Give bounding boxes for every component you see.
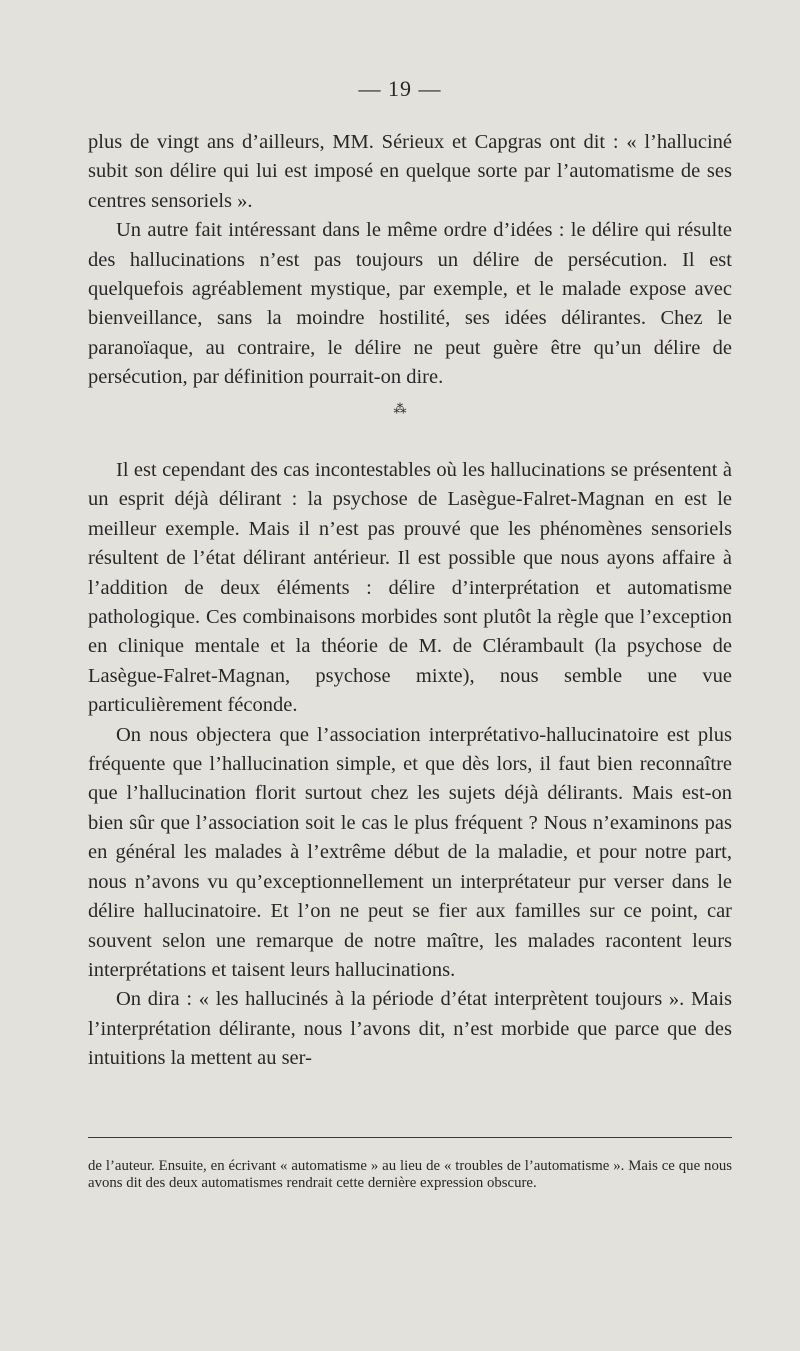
body-text-section-1 — [88, 128, 732, 393]
body-text-section-2 — [88, 456, 732, 1074]
page-number: — 19 — — [358, 76, 442, 101]
footnote-text: de l’auteur. Ensuite, en écrivant « automatisme » au lieu de « troubles de l’automatisme ». Mais ce que nous avons dit des deux automatismes rendrait cette dernière expression obscure. — [88, 1158, 732, 1191]
footnote-divider — [88, 1137, 732, 1138]
paragraph: On nous objectera que l’association interprétativo-hallucinatoire est plus fréquente que l’hallucination simple, et que dès lors, il faut bien reconnaître que l’hallucination florit surtout chez les sujets déjà délirants. Mais est-on bien sûr que l’association soit le cas le plus fréquent ? Nous n’examinons pas en général les malades à l’extrême début de la maladie, et pour notre part, nous n’avons vu qu’exceptionnellement un interprétateur pur verser dans le délire hallucinatoire. Et l’on ne peut se fier aux familles sur ce point, car souvent selon une remarque de notre maître, les malades racontent leurs interprétations et taisent leurs hallucinations. — [88, 723, 732, 981]
footnote — [88, 1158, 732, 1192]
paragraph: Un autre fait intéressant dans le même ordre d’idées : le délire qui résulte des hallucinations n’est pas toujours un délire de persécution. Il est quelquefois agréablement mystique, par exemple, et le malade expose avec bienveillance, sans la moindre hostilité, ses idées délirantes. Chez le paranoïaque, au contraire, le délire ne peut guère être qu’un délire de persécution, par définition pourrait-on dire. — [88, 219, 732, 389]
paragraph: plus de vingt ans d’ailleurs, MM. Sérieux et Capgras ont dit : « l’halluciné subit son délire qui lui est imposé en quelque sorte par l’automatisme de ses centres sensoriels ». — [88, 131, 732, 212]
paragraph: Il est cependant des cas incontestables où les hallucinations se présentent à un esprit déjà délirant : la psychose de Lasègue-Falret-Magnan en est le meilleur exemple. Mais il n’est pas prouvé que les phénomènes sensoriels résultent de l’état délirant antérieur. Il est possible que nous ayons affaire à l’addition de deux éléments : délire d’interprétation et automatisme pathologique. Ces combinaisons morbides sont plutôt la règle que l’exception en clinique mentale et la théorie de M. de Clérambault (la psychose de Lasègue-Falret-Magnan, psychose mixte), nous semble une vue particulièrement féconde. — [88, 459, 732, 717]
asterism-separator: ⁂ — [393, 401, 407, 416]
paragraph: On dira : « les hallucinés à la période d’état interprètent toujours ». Mais l’interprétation délirante, nous l’avons dit, n’est morbide que parce que des intuitions la mettent au ser- — [88, 988, 732, 1070]
